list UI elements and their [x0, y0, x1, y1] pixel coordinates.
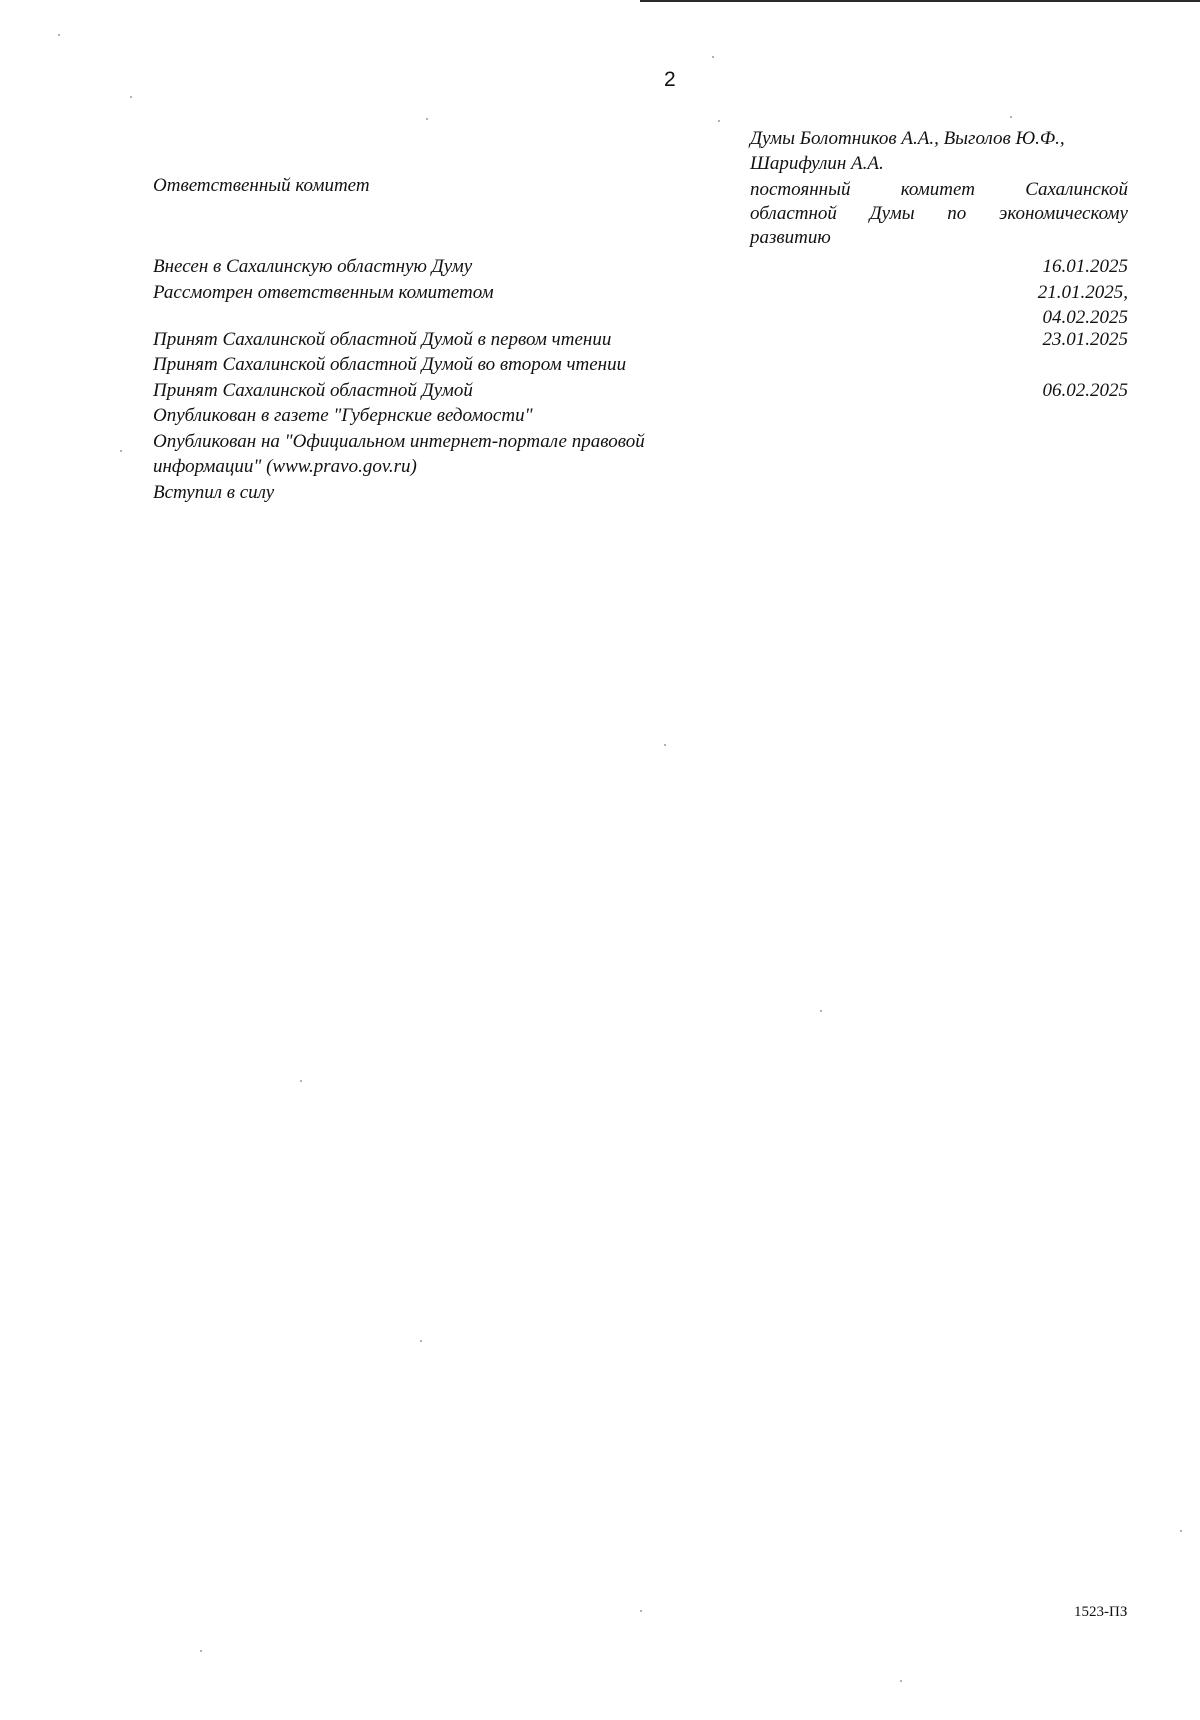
- history-label: Внесен в Сахалинскую областную Думу: [153, 256, 473, 277]
- history-label: Опубликован в газете "Губернские ведомости": [153, 405, 533, 426]
- history-date: 16.01.2025: [1042, 256, 1128, 277]
- history-row: [153, 480, 1128, 506]
- page-number: 2: [664, 68, 676, 91]
- document-code: 1523-ПЗ: [1074, 1604, 1128, 1620]
- history-label: Рассмотрен ответственным комитетом: [153, 281, 494, 303]
- history-label: Принят Сахалинской областной Думой: [153, 379, 473, 401]
- legislative-history: [153, 254, 1128, 505]
- history-label: Вступил в силу: [153, 481, 275, 503]
- history-row: [153, 254, 1128, 280]
- history-date: 04.02.2025: [1042, 307, 1128, 328]
- scan-speck: [712, 56, 714, 58]
- history-row: [153, 429, 1128, 480]
- scan-speck: [120, 450, 122, 452]
- scan-speck: [820, 1010, 822, 1012]
- authors-block: [750, 126, 1128, 176]
- history-date: 23.01.2025: [1042, 328, 1128, 350]
- history-row: [153, 280, 1128, 331]
- scan-speck: [200, 1650, 202, 1652]
- authors-line-1: Думы Болотников А.А., Выголов Ю.Ф.,: [750, 128, 1065, 149]
- authors-line-2: Шарифулин А.А.: [750, 153, 884, 174]
- scan-speck: [1180, 1530, 1182, 1532]
- scan-speck: [300, 1080, 302, 1082]
- history-dates: [1043, 378, 1129, 404]
- scan-speck: [664, 744, 666, 746]
- history-dates: [1043, 254, 1129, 280]
- history-label: Принят Сахалинской областной Думой во втором чтении: [153, 354, 627, 375]
- history-row: [153, 352, 1128, 378]
- history-date: 06.02.2025: [1042, 379, 1128, 401]
- history-row: [153, 327, 1128, 353]
- history-row: [153, 403, 1128, 429]
- committee-value: постоянный комитет Сахалинской областной Думы по экономическому развитию: [750, 179, 1128, 248]
- scan-speck: [426, 118, 428, 120]
- scan-speck: [420, 1340, 422, 1342]
- history-label: Опубликован на "Официальном интернет-портале правовой информации" (www.pravo.gov.ru): [153, 430, 645, 477]
- history-label: Принят Сахалинской областной Думой в первом чтении: [153, 328, 612, 350]
- top-rule: [640, 0, 1200, 2]
- history-row: [153, 378, 1128, 404]
- history-dates: [1043, 327, 1129, 353]
- scan-speck: [130, 96, 132, 98]
- history-dates: [1038, 280, 1128, 331]
- scan-speck: [58, 34, 60, 36]
- scan-speck: [640, 1610, 642, 1612]
- committee-label: Ответственный комитет: [153, 175, 370, 196]
- scan-speck: [900, 1680, 902, 1682]
- scan-speck: [1010, 116, 1012, 118]
- scan-speck: [718, 120, 720, 122]
- history-date: 21.01.2025,: [1037, 281, 1128, 303]
